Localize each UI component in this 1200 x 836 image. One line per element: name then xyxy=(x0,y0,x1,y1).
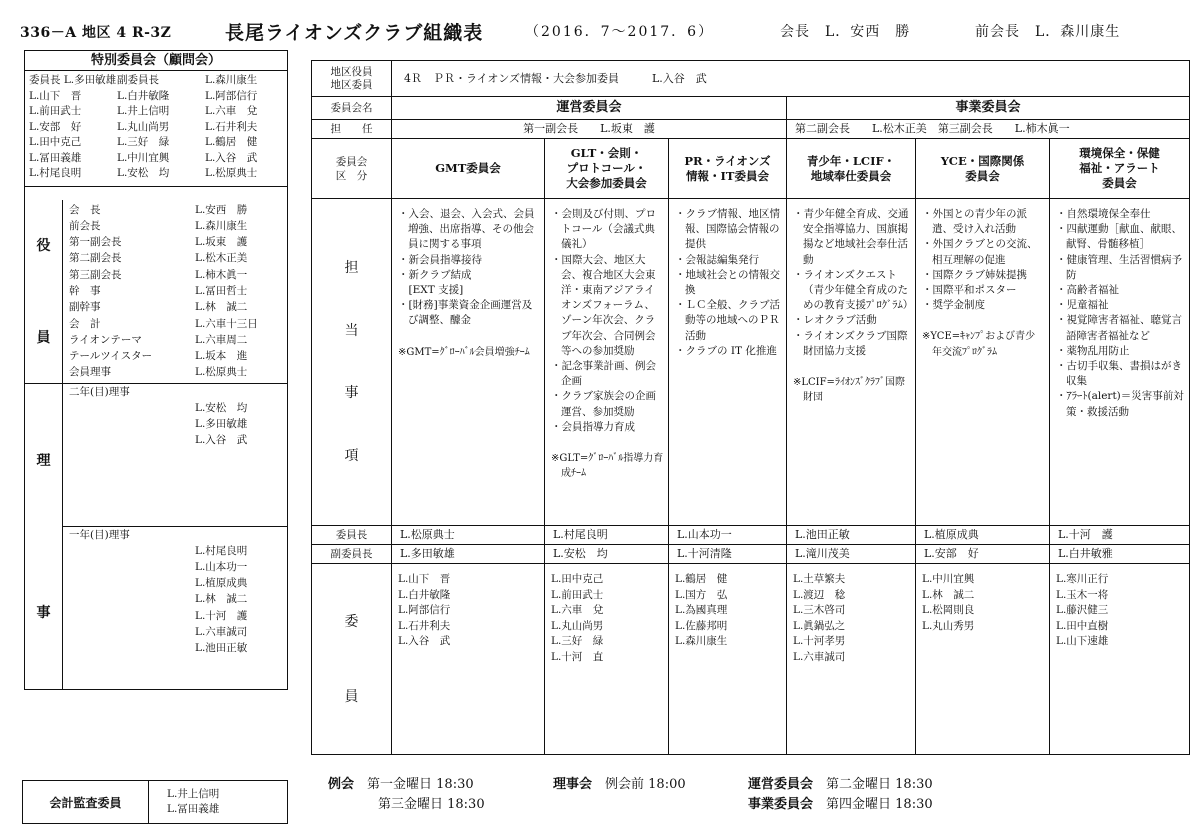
officer-role: 第三副会長 xyxy=(69,268,122,281)
special-member: L.石井利夫 xyxy=(205,120,258,133)
officer-row xyxy=(63,283,287,299)
operations-committee: 運営委員会 xyxy=(392,97,787,120)
officer-row xyxy=(63,299,287,315)
officer-role: ライオンテーマ xyxy=(69,333,142,346)
past-president: 前会長 L．森川康生 xyxy=(975,24,1121,40)
committee-duties xyxy=(392,199,545,526)
committee-name-line: 委員会 xyxy=(965,168,1000,183)
duty-item: ・視覚障害者福祉、聴覚言語障害者福祉など xyxy=(1056,314,1182,342)
officer-row xyxy=(63,218,287,234)
committee-duties xyxy=(787,199,916,526)
officer-role: 第二副会長 xyxy=(69,252,122,265)
ops-value: 第二金曜日 18:30 xyxy=(826,777,933,792)
director-row xyxy=(63,575,287,591)
officer-row xyxy=(63,202,287,218)
committee-member: L.為國真理 xyxy=(675,604,728,616)
duty-item: ・クラブの IT 化推進 xyxy=(675,344,777,357)
duty-item: ・外国クラブとの交流、相互理解の促進 xyxy=(922,238,1038,266)
committee-member: L.丸山尚男 xyxy=(551,619,604,632)
officers-side-1: 役 xyxy=(36,238,51,255)
committee-name-line: 福祉・アラート xyxy=(1079,161,1160,175)
director-spacer xyxy=(63,559,195,575)
special-member: L.中川宜興 xyxy=(117,151,170,164)
committee-chair: L.池田正敏 xyxy=(787,526,916,545)
duty-note: ※GMT=ｸﾞﾛｰﾊﾞﾙ会員増強ﾁｰﾑ xyxy=(398,346,530,358)
duty-item: ・レオクラブ活動 xyxy=(793,314,877,327)
committee-member: L.三木啓司 xyxy=(793,604,846,616)
duty-item: ・会則及び付則、プロトコール（会議式典儀礼） xyxy=(551,208,656,251)
members-label xyxy=(312,584,391,734)
duty-item: ・児童福祉 xyxy=(1056,299,1109,312)
board-label: 理事会 xyxy=(553,777,593,792)
director-name: L.安松 均 xyxy=(195,401,248,414)
committee-vice-chair: L.滝川茂美 xyxy=(787,545,916,564)
duty-list xyxy=(675,207,782,359)
committee-vice-chair: L.安部 好 xyxy=(916,545,1050,564)
duty-item: ・ライオンズクエスト（青少年健全育成のための教育支援ﾌﾟﾛｸﾞﾗﾑ） xyxy=(793,268,914,312)
officer-role: 副幹事 xyxy=(69,301,101,314)
officer-role: 前会長 xyxy=(69,219,101,232)
special-member: 委員長 L.多田敏雄 xyxy=(29,74,117,86)
committee-chair: L.植原成典 xyxy=(916,526,1050,545)
ops-label: 運営委員会 xyxy=(748,777,814,792)
director-name: L.入谷 武 xyxy=(195,434,248,447)
committee-member: L.林 誠二 xyxy=(922,588,975,601)
director-row xyxy=(63,608,287,624)
director-row xyxy=(63,559,287,575)
board-schedule xyxy=(553,775,686,795)
officer-name: L.坂東 護 xyxy=(195,236,248,249)
audit-member: L.冨田義雄 xyxy=(167,803,220,815)
officer-name: L.柿木眞一 xyxy=(195,268,248,281)
district-member-label: 地区委員 xyxy=(330,78,373,91)
duties-label-char: 当 xyxy=(344,322,359,339)
special-committee-members xyxy=(25,71,287,186)
duty-item: ・入会、退会、入会式、会員増強、出席指導、その他会員に関する事項 xyxy=(398,208,535,251)
director-name: L.池田正敏 xyxy=(195,642,248,655)
special-member: L.山下 晋 xyxy=(29,89,82,102)
director-row xyxy=(63,640,287,656)
officer-row xyxy=(63,348,287,364)
committee-member: L.阿部信行 xyxy=(398,604,451,616)
duty-list xyxy=(922,207,1045,313)
duty-item: ・国際大会、地区大会、複合地区大会東洋・東南アジアライオンズフォーラム、ゾーン年次会、クラブ年次会、合同例会等への参加奨励 xyxy=(551,253,656,357)
duty-item: ・新会員指導接待 xyxy=(398,253,482,266)
special-member: L.森川康生 xyxy=(205,74,258,86)
duty-list xyxy=(1056,207,1185,420)
committee-member: L.森川康生 xyxy=(675,635,728,647)
duty-item: ・自然環境保全奉仕 xyxy=(1056,208,1151,220)
director-spacer xyxy=(63,640,195,656)
committee-name xyxy=(787,139,916,199)
committee-chair: L.村尾良明 xyxy=(545,526,669,545)
committee-member: L.十河 直 xyxy=(551,650,604,663)
category-label-2: 区 分 xyxy=(335,169,368,182)
director-spacer xyxy=(63,543,195,559)
officer-role: 会員理事 xyxy=(69,366,111,379)
in-charge-operations: 第一副会長 L.坂東 護 xyxy=(392,120,787,139)
organization-table xyxy=(311,60,1190,755)
committee-name-line: GMT委員会 xyxy=(435,161,501,175)
committee-member: L.山下 晋 xyxy=(398,573,451,585)
director-row xyxy=(63,416,287,432)
header xyxy=(20,18,1190,42)
committee-member: L.丸山秀男 xyxy=(922,619,975,632)
president: 会長 L．安西 勝 xyxy=(780,24,911,40)
duty-list xyxy=(551,207,664,435)
duties-label xyxy=(312,237,391,487)
district-code: 336－A 地区 4 R-3Z xyxy=(20,25,172,41)
committee-duties xyxy=(1050,199,1190,526)
special-member: L.田中克己 xyxy=(29,136,82,148)
officer-name: L.松原典士 xyxy=(195,366,248,379)
members-label-char: 員 xyxy=(344,688,359,705)
duty-item: ・薬物乱用防止 xyxy=(1056,344,1130,357)
committee-member: L.六車誠司 xyxy=(793,650,846,663)
duty-item: ・会員指導力育成 xyxy=(551,420,635,433)
business-committee: 事業委員会 xyxy=(787,97,1190,120)
director-name: L.十河 護 xyxy=(195,609,248,622)
committee-name-line: 委員会 xyxy=(1102,176,1137,190)
committee-chair: L.山本功一 xyxy=(669,526,787,545)
two-year-directors-label: 二年(目)理事 xyxy=(69,385,130,398)
director-row xyxy=(63,543,287,559)
committee-vice-chair: L.多田敏雄 xyxy=(392,545,545,564)
special-member: L.六車 兌 xyxy=(205,105,258,117)
committee-members xyxy=(1050,564,1190,755)
duty-item: ・クラブ家族会の企画運営、参加奨励 xyxy=(551,390,656,418)
duty-item: ・地域社会との情報交換 xyxy=(675,268,780,297)
officer-name: L.六車十三日 xyxy=(195,317,258,330)
committee-name xyxy=(1050,139,1190,199)
committee-schedule xyxy=(748,775,933,815)
special-member: L.三好 緑 xyxy=(117,136,170,148)
biz-value: 第四金曜日 18:30 xyxy=(826,797,933,812)
committee-member: L.佐藤邦明 xyxy=(675,619,728,632)
director-name: L.林 誠二 xyxy=(195,593,248,606)
committee-members xyxy=(545,564,669,755)
duty-item: ・古切手収集、書損はがき収集 xyxy=(1056,360,1182,388)
director-row xyxy=(63,591,287,607)
officer-name: L.冨田哲士 xyxy=(195,284,248,297)
district-officer-label: 地区役員 xyxy=(330,65,373,78)
duty-item: ・ＬＣ全般、クラブ活動等の地域へのＰＲ活動 xyxy=(675,299,780,342)
directors-side-2: 事 xyxy=(36,605,51,622)
committee-members xyxy=(392,564,545,755)
committee-duties xyxy=(916,199,1050,526)
committee-member: L.国方 弘 xyxy=(675,588,728,601)
duty-item: ・外国との青少年の派遣、受け入れ活動 xyxy=(922,208,1027,236)
committee-member: L.十河孝男 xyxy=(793,635,846,647)
committee-name-line: PR・ライオンズ xyxy=(684,153,771,168)
committee-member: L.藤沢健三 xyxy=(1056,604,1109,616)
duties-label-char: 担 xyxy=(344,260,359,277)
director-spacer xyxy=(63,591,195,607)
officer-row xyxy=(63,332,287,348)
duty-item: ・ｱﾗｰﾄ(alert)＝災害事前対策・救援活動 xyxy=(1056,390,1184,418)
committee-member: L.松岡則良 xyxy=(922,604,975,616)
director-spacer xyxy=(63,416,195,432)
meeting-schedule xyxy=(328,775,485,815)
committee-member: L.山下速雄 xyxy=(1056,635,1109,647)
duty-item: ・ライオンズクラブ国際財団協力支援 xyxy=(793,329,908,357)
committee-member: L.中川宜興 xyxy=(922,573,975,585)
director-spacer xyxy=(63,400,195,416)
committee-name xyxy=(545,139,669,199)
committee-members xyxy=(916,564,1050,755)
officer-name: L.林 誠二 xyxy=(195,301,248,314)
meeting-1: 第一金曜日 18:30 xyxy=(367,777,474,792)
committee-name-line: GLT・会則・ xyxy=(570,146,643,160)
duty-item: ・国際クラブ姉妹提携 xyxy=(922,268,1027,281)
meeting-2: 第三金曜日 18:30 xyxy=(378,797,485,812)
directors-section xyxy=(25,383,287,689)
chair-label: 委員長 xyxy=(312,526,392,545)
committee-name xyxy=(392,139,545,199)
left-panel xyxy=(24,50,288,690)
officer-row xyxy=(63,316,287,332)
officer-name: L.森川康生 xyxy=(195,219,248,232)
period: （2016．7～2017．6） xyxy=(525,24,715,40)
committee-member: L.寒川正行 xyxy=(1056,573,1109,585)
director-spacer xyxy=(63,575,195,591)
special-member: L.入谷 武 xyxy=(205,151,258,164)
duty-item: ・青少年健全育成、交通安全指導協力、国旗掲揚など地域社会奉仕活動 xyxy=(793,208,909,266)
committee-member: L.渡辺 稔 xyxy=(793,588,846,601)
committee-name-line: 環境保全・保健 xyxy=(1079,146,1160,160)
officer-role: 会 計 xyxy=(69,317,101,330)
special-member: L.安部 好 xyxy=(29,120,82,133)
in-charge-business: 第二副会長 L.松木正美 第三副会長 L.柿木眞一 xyxy=(787,120,1190,139)
officer-row xyxy=(63,267,287,283)
committee-vice-chair: L.安松 均 xyxy=(545,545,669,564)
director-name: L.村尾良明 xyxy=(195,544,248,557)
officer-role: 会 長 xyxy=(69,203,101,216)
committee-member: L.入谷 武 xyxy=(398,635,451,647)
committee-name-line: 情報・IT委員会 xyxy=(686,168,769,183)
officers-section xyxy=(25,200,287,383)
committee-name-line: 大会参加委員会 xyxy=(566,176,647,190)
officer-role: 第一副会長 xyxy=(69,236,122,249)
duty-item: ・記念事業計画、例会企画 xyxy=(551,360,656,388)
board-value: 例会前 18:00 xyxy=(605,777,686,792)
special-member: L.安松 均 xyxy=(117,167,170,179)
special-member: L.松原典士 xyxy=(205,167,258,179)
special-member: 副委員長 xyxy=(117,74,159,86)
vice-chair-label: 副委員長 xyxy=(312,545,392,564)
officer-name: L.松木正美 xyxy=(195,252,248,265)
one-year-directors-label: 一年(目)理事 xyxy=(69,528,130,541)
committee-member: L.鶴居 健 xyxy=(675,573,728,585)
committee-name-line: プロトコール・ xyxy=(566,161,647,175)
officer-role: 幹 事 xyxy=(69,284,101,297)
audit-committee xyxy=(22,780,288,824)
officers-side-2: 員 xyxy=(36,329,51,346)
committee-member: L.眞鍋弘之 xyxy=(793,619,846,632)
committee-name-label: 委員会名 xyxy=(312,97,392,120)
committee-name xyxy=(669,139,787,199)
committee-members xyxy=(787,564,916,755)
duty-item: ・[財務]事業資金企画運営及び調整、醵金 xyxy=(398,299,533,327)
committee-name xyxy=(916,139,1050,199)
duties-label-char: 事 xyxy=(344,385,359,402)
committee-duties xyxy=(669,199,787,526)
director-spacer xyxy=(63,624,195,640)
special-member: L.白井敏隆 xyxy=(117,89,170,102)
committee-members xyxy=(669,564,787,755)
special-member: L.鶴居 健 xyxy=(205,136,258,148)
director-name: L.多田敏雄 xyxy=(195,417,248,430)
audit-committee-label: 会計監査委員 xyxy=(23,781,149,823)
page-title: 長尾ライオンズクラブ組織表 xyxy=(225,22,484,44)
director-row xyxy=(63,624,287,640)
committee-chair: L.松原典士 xyxy=(392,526,545,545)
duty-item: ・奨学金制度 xyxy=(922,299,985,312)
committee-member: L.六車 兌 xyxy=(551,604,604,616)
duty-item: ・会報誌編集発行 xyxy=(675,253,759,266)
officer-row xyxy=(63,250,287,266)
duty-item: [EXT 支援] xyxy=(398,284,464,297)
director-row xyxy=(63,432,287,448)
officer-role: テールツイスター xyxy=(69,350,153,363)
director-name: L.山本功一 xyxy=(195,560,248,573)
committee-vice-chair: L.十河清隆 xyxy=(669,545,787,564)
duties-label-char: 項 xyxy=(344,447,359,464)
meeting-label: 例会 xyxy=(328,777,355,792)
district-officer-value: 4Ｒ ＰＲ・ライオンズ情報・大会参加委員 L.入谷 武 xyxy=(392,61,1190,97)
committee-chair: L.十河 護 xyxy=(1050,526,1190,545)
committee-member: L.前田武士 xyxy=(551,588,604,601)
duty-list xyxy=(398,207,540,329)
special-member: L.阿部信行 xyxy=(205,89,258,102)
director-row xyxy=(63,400,287,416)
officer-row xyxy=(63,234,287,250)
committee-member: L.三好 緑 xyxy=(551,635,604,647)
duty-item: ・健康管理、生活習慣病予防 xyxy=(1056,253,1182,281)
duty-item: ・四献運動［献血、献眼、献腎、骨髄移植］ xyxy=(1056,223,1182,251)
director-spacer xyxy=(63,608,195,624)
duty-item: ・国際平和ポスター xyxy=(922,284,1017,297)
committee-member: L.玉木一将 xyxy=(1056,588,1109,601)
committee-member: L.田中克己 xyxy=(551,573,604,585)
committee-member: L.石井利夫 xyxy=(398,619,451,632)
special-member: L.前田武士 xyxy=(29,105,82,117)
members-label-char: 委 xyxy=(344,613,359,630)
special-member: L.村尾良明 xyxy=(29,167,82,179)
biz-label: 事業委員会 xyxy=(748,797,814,812)
committee-member: L.田中直樹 xyxy=(1056,619,1109,632)
committee-duties xyxy=(545,199,669,526)
category-label-1: 委員会 xyxy=(335,155,368,168)
officer-name: L.安西 勝 xyxy=(195,203,248,216)
in-charge-label: 担 任 xyxy=(312,120,392,139)
officer-name: L.坂本 進 xyxy=(195,350,248,363)
officer-name: L.六車周二 xyxy=(195,333,248,346)
directors-side-1: 理 xyxy=(36,452,51,469)
duty-note: ※GLT=ｸﾞﾛｰﾊﾞﾙ指導力育成ﾁｰﾑ xyxy=(551,453,664,480)
committee-name-line: 青少年・LCIF・ xyxy=(806,153,896,168)
committee-name-line: YCE・国際関係 xyxy=(940,153,1025,168)
special-member: L.冨田義雄 xyxy=(29,151,82,164)
special-member: L.丸山尚男 xyxy=(117,120,170,133)
audit-member: L.井上信明 xyxy=(167,788,220,800)
committee-vice-chair: L.白井敏雅 xyxy=(1050,545,1190,564)
director-name: L.六車誠司 xyxy=(195,625,248,638)
director-name: L.植原成典 xyxy=(195,577,248,590)
duty-list xyxy=(793,207,914,359)
duty-note: ※YCE=ｷｬﾝﾌﾟおよび青少年交流ﾌﾟﾛｸﾞﾗﾑ xyxy=(922,331,1036,358)
duty-item: ・新クラブ結成 xyxy=(398,268,472,281)
committee-name-line: 地域奉仕委員会 xyxy=(810,168,892,183)
spacer xyxy=(25,186,287,200)
duty-note: ※LCIF=ﾗｲｵﾝｽﾞｸﾗﾌﾞ国際財団 xyxy=(793,377,905,404)
committee-member: L.土草繁夫 xyxy=(793,573,846,585)
officer-row xyxy=(63,364,287,380)
director-spacer xyxy=(63,432,195,448)
special-member: L.井上信明 xyxy=(117,105,170,117)
duty-item: ・クラブ情報、地区情報、国際協会情報の提供 xyxy=(675,208,780,251)
duty-item: ・高齢者福祉 xyxy=(1056,284,1119,297)
special-committee-title: 特別委員会（顧問会） xyxy=(25,51,287,71)
committee-member: L.白井敏隆 xyxy=(398,588,451,601)
